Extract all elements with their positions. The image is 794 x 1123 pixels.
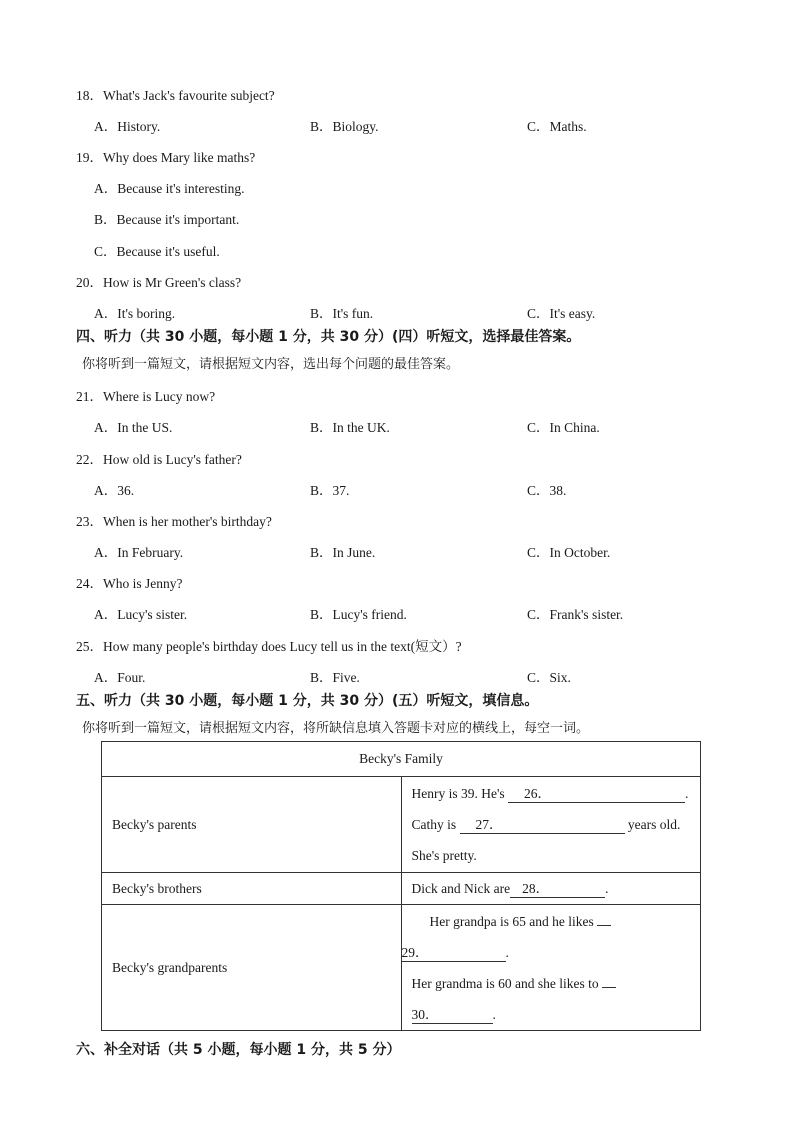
answer-blank-30-start (602, 987, 616, 988)
text-segment: years old. (624, 817, 681, 832)
option-b: B．Lucy's friend. (310, 607, 407, 622)
section-5-instruction: 你将听到一篇短文，请根据短文内容，将所缺信息填入答题卡对应的横线上，每空一词。 (82, 721, 590, 736)
text-segment: . (505, 944, 509, 960)
row-label-grandparents: Becky's grandparents (102, 905, 402, 1031)
text-segment: . (685, 786, 689, 801)
question-18-options (94, 115, 734, 135)
text-segment: Cathy is (411, 817, 460, 832)
table-row (102, 873, 701, 905)
question-23-options (94, 541, 734, 561)
question-19-option-c: C．Because it's useful. (94, 244, 220, 259)
option-b: B．Five. (310, 670, 360, 685)
row-label-brothers: Becky's brothers (102, 873, 402, 905)
section-6-heading: 六、补全对话（共 5 小题，每小题 1 分，共 5 分） (76, 1042, 401, 1058)
question-21: 21．Where is Lucy now? (76, 389, 216, 404)
option-c: C．It's easy. (527, 306, 596, 321)
option-a: A．History. (94, 119, 161, 134)
option-c: C．Frank's sister. (527, 607, 624, 622)
answer-blank-29[interactable]: 29． (402, 945, 506, 962)
option-b: B．In the UK. (310, 420, 390, 435)
option-a: A．In the US. (94, 420, 173, 435)
option-c: C．In China. (527, 420, 600, 435)
question-24: 24．Who is Jenny? (76, 576, 183, 591)
answer-blank-30[interactable]: 30． (412, 1007, 493, 1024)
question-23: 23．When is her mother's birthday? (76, 514, 272, 529)
option-a: A．Four. (94, 670, 146, 685)
answer-blank-26[interactable]: 26． (508, 786, 685, 803)
answer-blank-28[interactable]: 28． (510, 881, 605, 898)
option-c: C．38. (527, 483, 567, 498)
option-c: C．In October. (527, 545, 611, 560)
option-a: A．Lucy's sister. (94, 607, 188, 622)
option-a: A．36. (94, 483, 135, 498)
text-segment: Her grandpa is 65 and he likes (429, 913, 594, 929)
text-segment: . (605, 881, 609, 896)
row-content-parents (401, 777, 701, 873)
question-25: 25．How many people's birthday does Lucy tell us in the text(短文）? (76, 639, 462, 654)
option-b: B．In June. (310, 545, 376, 560)
text-segment: Her grandma is 60 and she likes to (411, 975, 599, 991)
option-b: B．It's fun. (310, 306, 374, 321)
question-24-options (94, 603, 734, 623)
row-label-parents: Becky's parents (102, 777, 402, 873)
question-19-option-b: B．Because it's important. (94, 212, 240, 227)
text-segment: Henry is 39. He's (411, 786, 509, 801)
question-21-options (94, 416, 734, 436)
row-content-brothers (401, 873, 701, 905)
row-content-grandparents (401, 905, 701, 1031)
option-b: B．37. (310, 483, 350, 498)
question-22-options (94, 479, 734, 499)
question-25-options (94, 666, 734, 686)
question-18: 18．What's Jack's favourite subject? (76, 88, 275, 103)
section-4-heading: 四、听力（共 30 小题，每小题 1 分，共 30 分）(四）听短文，选择最佳答案。 (76, 329, 581, 345)
section-4-instruction: 你将听到一篇短文，请根据短文内容，选出每个问题的最佳答案。 (82, 357, 460, 372)
question-20: 20．How is Mr Green's class? (76, 275, 242, 290)
question-20-options (94, 302, 734, 322)
table-row (102, 777, 701, 873)
option-a: A．In February. (94, 545, 184, 560)
section-5-heading: 五、听力（共 30 小题，每小题 1 分，共 30 分）(五）听短文，填信息。 (76, 693, 539, 709)
text-line: She's pretty. (411, 848, 477, 863)
option-c: C．Maths. (527, 119, 587, 134)
answer-blank-27[interactable]: 27． (460, 817, 625, 834)
table-row (102, 905, 701, 1031)
family-info-table (101, 741, 701, 1031)
table-title: Becky's Family (102, 742, 701, 777)
answer-blank-29-start (597, 925, 611, 926)
option-b: B．Biology. (310, 119, 379, 134)
option-c: C．Six. (527, 670, 571, 685)
text-segment: Dick and Nick are (411, 881, 511, 896)
option-a: A．It's boring. (94, 306, 176, 321)
text-segment: . (492, 1006, 496, 1022)
question-19-option-a: A．Because it's interesting. (94, 181, 245, 196)
question-22: 22．How old is Lucy's father? (76, 452, 242, 467)
question-19: 19．Why does Mary like maths? (76, 150, 256, 165)
